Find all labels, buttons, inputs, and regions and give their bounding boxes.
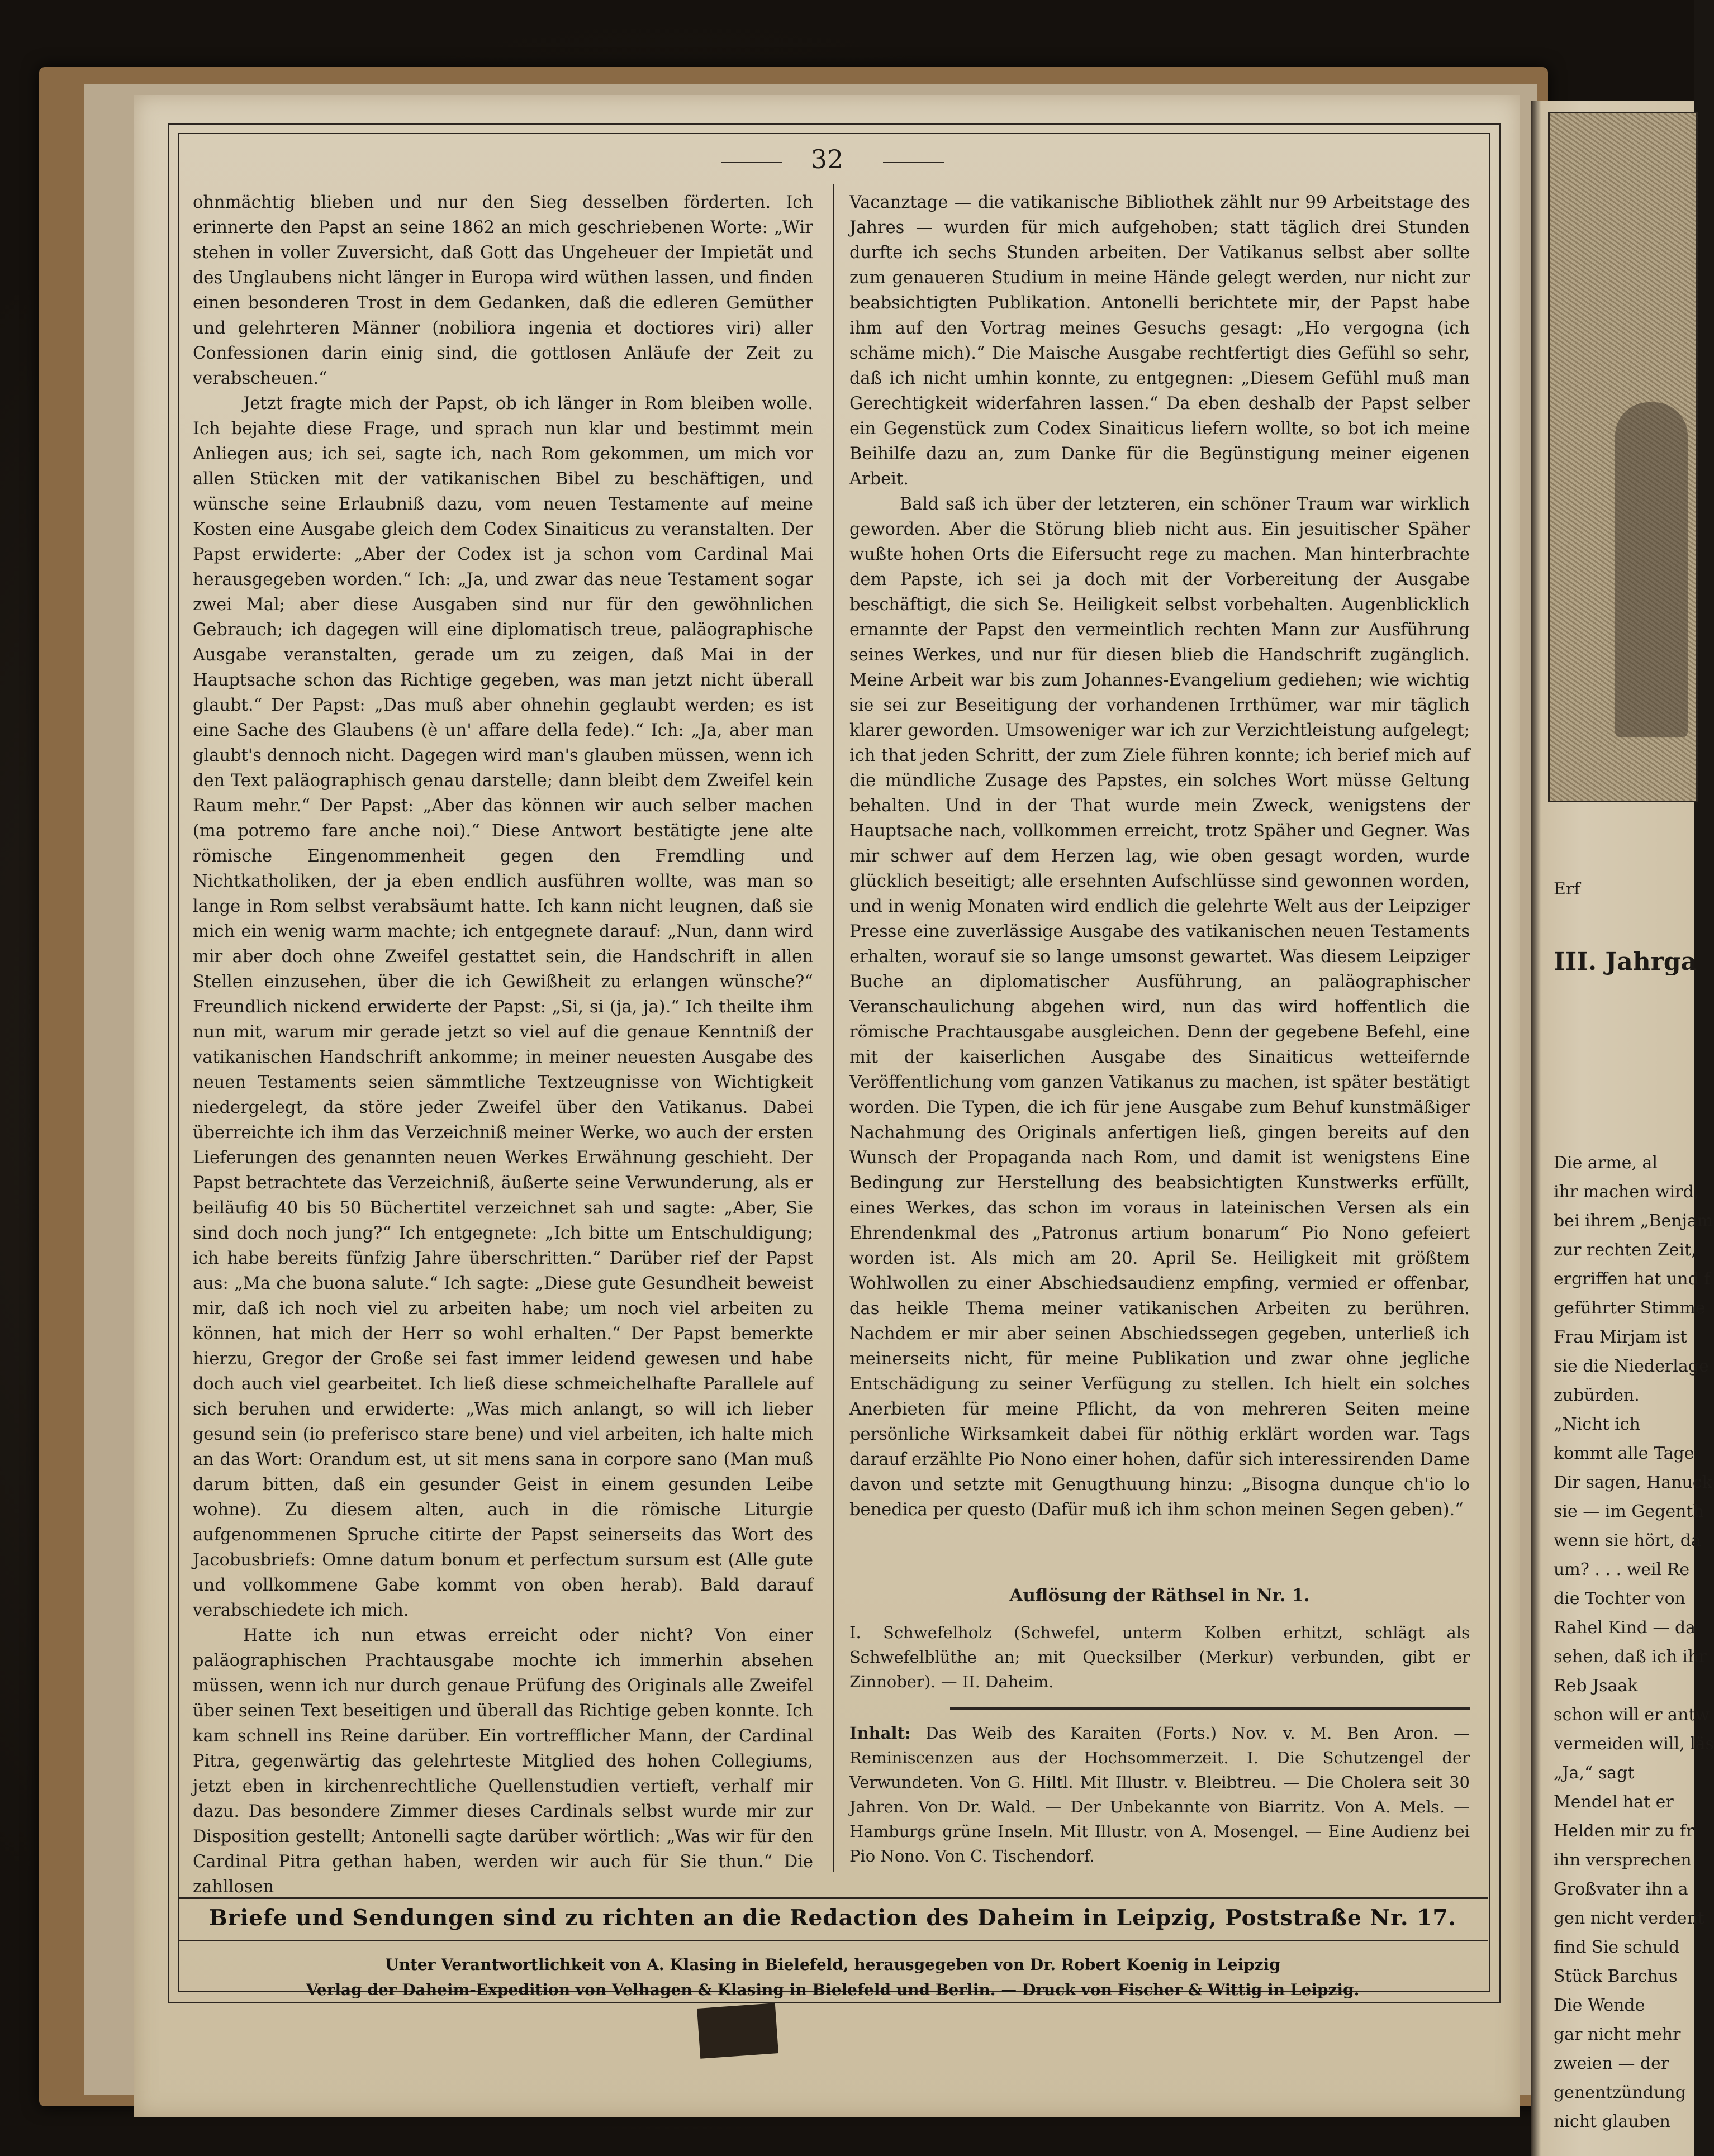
table-of-contents: [849, 1721, 1470, 1868]
paragraph: Jetzt fragte mich der Papst, ob ich länger in Rom bleiben wolle. Ich bejahte diese Frage, und sprach nun klar und bestimmt mein Anliegen aus; ich sei, sagte ich, nach Rom gekommen, um mich vor allen Stücken mit der vatikanischen Bibel zu beschäftigen, und wünsche seine Erlaubniß dazu, vom neuen Testamente auf meine Kosten eine Ausgabe gleich dem Codex Sinaiticus zu veranstalten. Der Papst erwiderte: „Aber der Codex ist ja schon vom Cardinal Mai herausgegeben worden.“ Ich: „Ja, und zwar das neue Testament sogar zwei Mal; aber diese Ausgaben sind nur für den gewöhnlichen Gebrauch; ich dagegen will eine diplomatisch treue, paläographische Ausgabe veranstalten, gerade um zu zeigen, daß Mai in der Hauptsache schon das Richtige gegeben, was man jetzt nicht überall glaubt.“ Der Papst: „Das muß aber ohnehin geglaubt werden; es ist eine Sache des Glaubens (è un' affare della fede).“ Ich: „Ja, aber man glaubt's dennoch nicht. Dagegen wird man's glauben müssen, wenn ich den Text paläographisch genau darstelle; dann bleibt dem Zweifel kein Raum mehr.“ Der Papst: „Aber das können wir auch selber machen (ma potremo fare anche noi).“ Diese Antwort bestätigte jene alte römische Eingenommenheit gegen den Fremdling und Nichtkatholiken, der ja eben endlich ausführen wollte, was man so lange in Rom selbst verabsäumt hatte. Ich kann nicht leugnen, daß sie mich ein wenig warm machte; ich entgegnete darauf: „Nun, dann wird mir aber doch ohne Zweifel gestattet sein, die Handschrift in allen Stellen einzusehen, über die ich Gewißheit zu erlangen wünsche?“ Freundlich nickend erwiderte der Papst: „Si, si (ja, ja).“ Ich theilte ihm nun mit, warum mir gerade jetzt so viel auf die genaue Kenntniß der vatikanischen Handschrift ankomme; in meiner neuesten Ausgabe des neuen Testaments seien sämmtliche Textzeugnisse von Wichtigkeit niedergelegt, da störe jeder Zweifel über den Vatikanus. Dabei überreichte ich ihm das Verzeichniß meiner Werke, wo auch der ersten Lieferungen des genannten neuen Werkes Erwähnung geschieht. Der Papst betrachtete das Verzeichniß, äußerte seine Verwunderung, als er beiläufig 40 bis 50 Büchertitel verzeichnet sah und sagte: „Aber, Sie sind doch noch jung?“ Ich entgegnete: „Ich bitte um Entschuldigung; ich habe bereits fünfzig Jahre überschritten.“ Darüber rief der Papst aus: „Ma che buona salute.“ Ich sagte: „Diese gute Gesundheit beweist mir, daß ich noch viel zu arbeiten habe; um noch viel arbeiten zu können, hat mich der Herr so wohl erhalten.“ Der Papst bemerkte hierzu, Gregor der Große sei fast immer leidend gewesen und habe doch auch viel gearbeitet. Ich ließ diese schmeichelhafte Parallele auf sich beruhen und erwiderte: „Was mich anlangt, so will ich lieber gesund sein (io preferisco stare bene) und viel arbeiten, ich halte mich an das Wort: Orandum est, ut sit mens sana in corpore sano (Man muß darum bitten, daß ein gesunder Geist in einem gesunden Leibe wohne). Zu diesem alten, auch in die römische Liturgie aufgenommenen Spruche citirte der Papst seinerseits das Wort des Jacobusbriefs: Omne datum bonum et perfectum sursum est (Alle gute und vollkommene Gabe kommt von oben herab). Bald darauf verabschiedete ich mich.: [193, 394, 813, 1620]
paragraph: Hatte ich nun etwas erreicht oder nicht? Von einer paläographischen Prachtausgabe mochte ich immerhin absehen müssen, wenn ich nur durch genaue Prüfung des Originals alle Zweifel über seinen Text beseitigen und überall das Richtige geben konnte. Ich kam schnell ins Reine darüber. Ein vortrefflicher Mann, der Cardinal Pitra, gegenwärtig das gelehrteste Mitglied des hohen Collegiums, jetzt eben in kirchenrechtliche Quellenstudien vertieft, verhalf mir dazu. Das besondere Zimmer dieses Cardinals selbst wurde mir zur Disposition gestellt; Antonelli sagte darüber wörtlich: „Was wir für den Cardinal Pitra gethan haben, werden wir auch für Sie thun.“ Die zahllosen: [193, 1626, 813, 1897]
neighbor-text-line: Stück Barchus: [1554, 1967, 1678, 1986]
neighbor-text-line: Rahel Kind — da: [1554, 1618, 1696, 1638]
neighbor-text-line: sie die Niederlage: [1554, 1357, 1709, 1376]
left-column: [193, 190, 813, 1897]
riddle-solution-heading: Auflösung der Räthsel in Nr. 1.: [1009, 1586, 1310, 1606]
neighbor-text-line: zubürden.: [1554, 1386, 1640, 1405]
neighbor-text-line: nicht glauben: [1554, 2112, 1670, 2131]
paragraph: Bald saß ich über der letzteren, ein schöner Traum war wirklich geworden. Aber die Störung blieb nicht aus. Ein jesuitischer Späher wußte hohen Orts die Eifersucht rege zu machen. Man hinterbrachte dem Papste, ich sei ja doch mit der Vorbereitung der Ausgabe beschäftigt, die sich Se. Heiligkeit selbst vorbehalten. Augenblicklich ernannte der Papst den vermeintlich rechten Mann zur Ausführung seines Werkes, und nur für diesen blieb die Handschrift zugänglich. Meine Arbeit war bis zum Johannes-Evangelium gediehen; wie wichtig sie sei zur Beseitigung der vorhandenen Irrthümer, war mir täglich klarer geworden. Umsoweniger war ich zur Verzichtleistung aufgelegt; ich that jeden Schritt, der zum Ziele führen konnte; ich berief mich auf die mündliche Zusage des Papstes, ein solches Wort müsse Geltung behalten. Und in der That wurde mein Zweck, wenigstens der Hauptsache nach, vollkommen erreicht, trotz Späher und Gegner. Was mir schwer auf dem Herzen lag, wie oben gesagt worden, wurde glücklich beseitigt; alle ersehnten Aufschlüsse sind gewonnen worden, und in wenig Monaten wird endlich die gelehrte Welt aus der Leipziger Presse eine zuverlässige Ausgabe des vatikanischen neuen Testaments erhalten, worauf sie so lange umsonst gewartet. Was diesem Leipziger Buche an diplomatischer Ausführung, an paläographischer Veranschaulichung abgehen wird, nun das wird hoffentlich die römische Prachtausgabe ausgleichen. Denn der gegebene Befehl, eine mit der kaiserlichen Ausgabe des Sinaiticus wetteifernde Veröffentlichung vom ganzen Vatikanus zu machen, ist später bestätigt worden. Die Typen, die ich für jene Ausgabe zum Behuf kunstmäßiger Nachahmung des Originals anfertigen ließ, gingen bereits auf den Wunsch der Propaganda nach Rom, und damit ist wenigstens Eine Bedingung zur Herstellung des beabsichtigten Kunstwerks erfüllt, eines Werkes, das schon im voraus in lateinischen Versen als ein Ehrendenkmal des „Patronus artium bonarum“ Pio Nono gefeiert worden ist. Als mich am 20. April Se. Heiligkeit mit größtem Wohlwollen zu einer Abschiedsaudienz empfing, vermied er offenbar, das heikle Thema meiner vatikanischen Arbeiten zu berühren. Nachdem er mir aber seinen Abschiedssegen gegeben, unterließ ich meinerseits nicht, für meine Publikation und zwar ohne jegliche Entschädigung zu seiner Verfügung zu stellen. Ich hielt ein solches Anerbieten für meine Pflicht, da von mehreren Seiten meine persönliche Wirksamkeit dabei für nöthig erklärt worden war. Tags darauf erzählte Pio Nono einer hohen, dafür sich interessirenden Dame davon und setzte mit Genugthuung hinzu: „Bisogna dunque ch'io lo benedica per questo (Dafür muß ich ihm schon meinen Segen geben).“: [849, 494, 1470, 1520]
page-number: 32: [810, 144, 844, 174]
neighbor-text-line: „Nicht ich: [1554, 1415, 1640, 1434]
page-number-rule-right: [883, 162, 944, 163]
neighbor-text-line: schon will er antw: [1554, 1705, 1710, 1725]
riddle-solution-text: I. Schwefelholz (Schwefel, unterm Kolben erhitzt, schlägt als Schwefelblüthe an; mit Quecksilber (Merkur) verbunden, gibt er Zinnober). — II. Daheim.: [849, 1623, 1470, 1691]
imprint-line: Verlag der Daheim-Expedition von Velhagen & Klasing in Bielefeld und Berlin. — Druck von Fischer & Wittig in Leipzig.: [306, 1981, 1360, 1999]
neighbor-text-line: Die Wende: [1554, 1996, 1645, 2015]
neighbor-text-line: ihn versprechen: [1554, 1850, 1692, 1870]
contents-text: Das Weib des Karaiten (Forts.) Nov. v. M. Ben Aron. — Reminiscenzen aus der Hochsommerzeit. I. Die Schutzengel der Verwundeten. Von G. Hiltl. Mit Illustr. v. Bleibtreu. — Die Cholera seit 30 Jahren. Von Dr. Wald. — Der Unbekannte von Biarritz. Von A. Mels. — Hamburgs grüne Inseln. Mit Illustr. von A. Mosengel. — Eine Audienz bei Pio Nono. Von C. Tischendorf.: [849, 1724, 1470, 1865]
neighbor-text-line: geführter Stimme: [1554, 1298, 1706, 1318]
ribbon-tab: [697, 2003, 778, 2059]
notice-rule-bottom: [178, 1940, 1488, 1941]
notice-rule-top: [178, 1897, 1488, 1899]
neighbor-text-line: Reb Jsaak: [1554, 1676, 1638, 1696]
neighbor-text-line: die Tochter von: [1554, 1589, 1685, 1608]
neighbor-text-line: gen nicht verdent: [1554, 1908, 1704, 1928]
neighbor-text-line: wenn sie hört, da: [1554, 1531, 1701, 1550]
neighbor-text-line: bei ihrem „Benjam: [1554, 1211, 1713, 1231]
neighbor-text-line: Großvater ihn a: [1554, 1879, 1688, 1899]
section-rule: [950, 1707, 1470, 1710]
neighbor-text-line: „Ja,“ sagt: [1554, 1763, 1635, 1783]
neighbor-text-line: vermeiden will, läs: [1554, 1734, 1714, 1754]
neighbor-heading: III. Jahrga: [1554, 948, 1697, 976]
imprint-line: Unter Verantwortlichkeit von A. Klasing in Bielefeld, herausgegeben von Dr. Robert Koenig in Leipzig: [385, 1955, 1280, 1974]
neighbor-text-line: zweien — der: [1554, 2054, 1669, 2073]
paragraph: Vacanztage — die vatikanische Bibliothek zählt nur 99 Arbeitstage des Jahres — wurden für mich aufgehoben; statt täglich drei Stunden durfte ich sechs Stunden arbeiten. Der Vatikanus selbst aber sollte zum genaueren Studium in meine Hände gelegt werden, nur nicht zur beabsichtigten Publikation. Antonelli berichtete mir, der Papst habe ihm auf den Vortrag meines Gesuchs gesagt: „Ho vergogna (ich schäme mich).“ Die Maische Ausgabe rechtfertigt dies Gefühl so sehr, daß ich nicht umhin konnte, zu entgegnen: „Diesem Gefühl muß man Gerechtigkeit widerfahren lassen.“ Da eben deshalb der Papst selber ein Gegenstück zum Codex Sinaiticus liefern wollte, so bot ich meine Beihilfe dazu an, zum Danke für die Begünstigung meiner eigenen Arbeit.: [849, 193, 1470, 489]
neighbor-text-line: Die arme, al: [1554, 1153, 1658, 1173]
neighbor-text-line: genentzündung: [1554, 2083, 1686, 2102]
neighbor-text-line: ergriffen hat und f: [1554, 1269, 1711, 1289]
neighbor-text-line: ihr machen wird,: [1554, 1182, 1699, 1202]
neighbor-text-line: gar nicht mehr: [1554, 2025, 1681, 2044]
column-divider: [833, 184, 834, 1872]
neighbor-illustration-figure: [1615, 402, 1688, 737]
neighbor-text-line: Dir sagen, Hanuck: [1554, 1473, 1712, 1492]
neighbor-fragment: Erf: [1554, 879, 1580, 899]
right-column: [849, 190, 1470, 1522]
contents-label: Inhalt:: [849, 1724, 911, 1743]
neighbor-text-line: find Sie schuld: [1554, 1938, 1680, 1957]
neighbor-text-line: Helden mir zu fr: [1554, 1821, 1694, 1841]
neighbor-text-line: sie — im Gegenth: [1554, 1502, 1704, 1521]
neighbor-text-line: Frau Mirjam ist: [1554, 1327, 1687, 1347]
neighbor-text-line: um? . . . weil Re: [1554, 1560, 1690, 1579]
editorial-notice: Briefe und Sendungen sind zu richten an die Redaction des Daheim in Leipzig, Poststraße Nr. 17.: [208, 1905, 1457, 1931]
neighbor-text-line: zur rechten Zeit,: [1554, 1240, 1697, 1260]
paragraph: ohnmächtig blieben und nur den Sieg desselben förderten. Ich erinnerte den Papst an seine 1862 an mich geschriebenen Worte: „Wir stehen in voller Zuversicht, daß Gott das Ungeheuer der Impietät und des Unglaubens nicht länger in Europa wird wüthen lassen, und finden einen besonderen Trost in dem Gedanken, daß die edleren Gemüther und gelehrteren Männer (nobiliora ingenia et doctiores viri) aller Confessionen darin einig sind, die gottlosen Anläufe der Zeit zu verabscheuen.“: [193, 193, 813, 388]
neighbor-text-line: Mendel hat er: [1554, 1792, 1674, 1812]
neighbor-text-line: sehen, daß ich ihr: [1554, 1647, 1707, 1667]
neighbor-text-line: kommt alle Tage: [1554, 1444, 1694, 1463]
